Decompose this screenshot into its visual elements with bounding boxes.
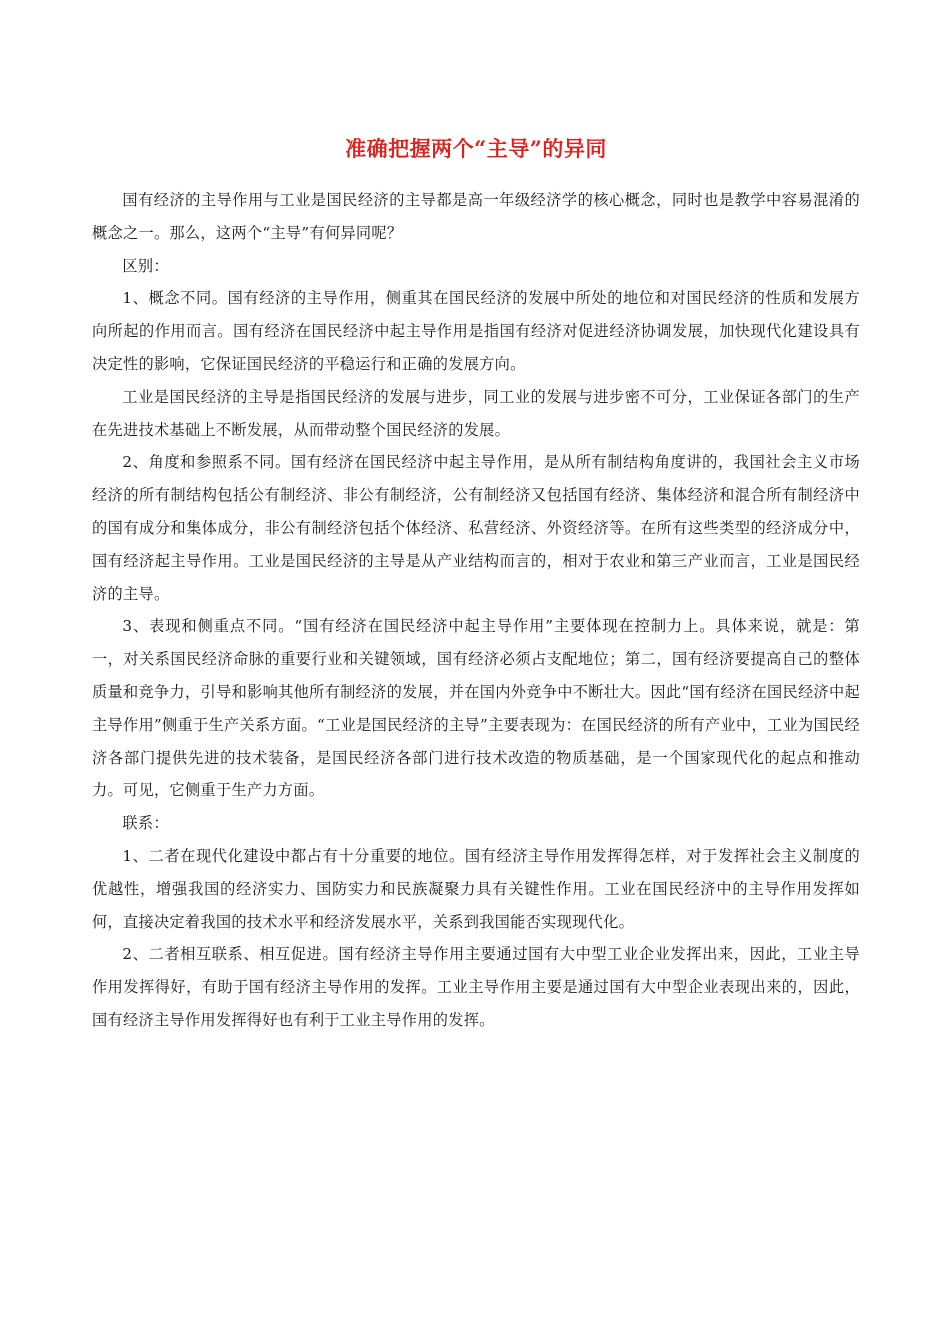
document-title: 准确把握两个“主导”的异同 <box>345 136 607 161</box>
intro-paragraph: 国有经济的主导作用与工业是国民经济的主导都是高一年级经济学的核心概念，同时也是教学中容易混淆的概念之一。那么，这两个“主导”有何异同呢？ <box>92 191 860 242</box>
connection-paragraph-2: 2、二者相互联系、相互促进。国有经济主导作用主要通过国有大中型工业企业发挥出来，因此，工业主导作用发挥得好，有助于国有经济主导作用的发挥。工业主导作用主要是通过国有大中型企业表现出来的，因此，国有经济主导作用发挥得好也有利于工业主导作用的发挥。 <box>92 945 860 1029</box>
document-page <box>92 130 860 1037</box>
difference-paragraph-3: 3、表现和侧重点不同。“国有经济在国民经济中起主导作用”主要体现在控制力上。具体来说，就是：第一，对关系国民经济命脉的重要行业和关键领域，国有经济必须占支配地位；第二，国有经济要提高自己的整体质量和竞争力，引导和影响其他所有制经济的发展，并在国内外竞争中不断壮大。因此“国有经济在国民经济中起主导作用”侧重于生产关系方面。“工业是国民经济的主导”主要表现为：在国民经济的所有产业中，工业为国民经济各部门提供先进的技术装备，是国民经济各部门进行技术改造的物质基础，是一个国家现代化的起点和推动力。可见，它侧重于生产力方面。 <box>92 617 860 800</box>
connection-paragraph-1: 1、二者在现代化建设中都占有十分重要的地位。国有经济主导作用发挥得怎样，对于发挥社会主义制度的优越性，增强我国的经济实力、国防实力和民族凝聚力具有关键性作用。工业在国民经济中的主导作用发挥如何，直接决定着我国的技术水平和经济发展水平，关系到我国能否实现现代化。 <box>92 846 860 931</box>
section-heading-connections: 联系： <box>122 814 169 833</box>
difference-paragraph-1-continued: 工业是国民经济的主导是指国民经济的发展与进步，同工业的发展与进步密不可分，工业保证各部门的生产在先进技术基础上不断发展，从而带动整个国民经济的发展。 <box>92 387 860 439</box>
section-heading-differences: 区别： <box>122 256 169 275</box>
difference-paragraph-2: 2、角度和参照系不同。国有经济在国民经济中起主导作用，是从所有制结构角度讲的，我国社会主义市场经济的所有制结构包括公有制经济、非公有制经济，公有制经济又包括国有经济、集体经济和混合所有制经济中的国有成分和集体成分，非公有制经济包括个体经济、私营经济、外资经济等。在所有这些类型的经济成分中，国有经济起主导作用。工业是国民经济的主导是从产业结构而言的，相对于农业和第三产业而言，工业是国民经济的主导。 <box>92 453 860 603</box>
difference-paragraph-1: 1、概念不同。国有经济的主导作用，侧重其在国民经济的发展中所处的地位和对国民经济的性质和发展方向所起的作用而言。国有经济在国民经济中起主导作用是指国有经济对促进经济协调发展，加快现代化建设具有决定性的影响，它保证国民经济的平稳运行和正确的发展方向。 <box>92 289 860 373</box>
